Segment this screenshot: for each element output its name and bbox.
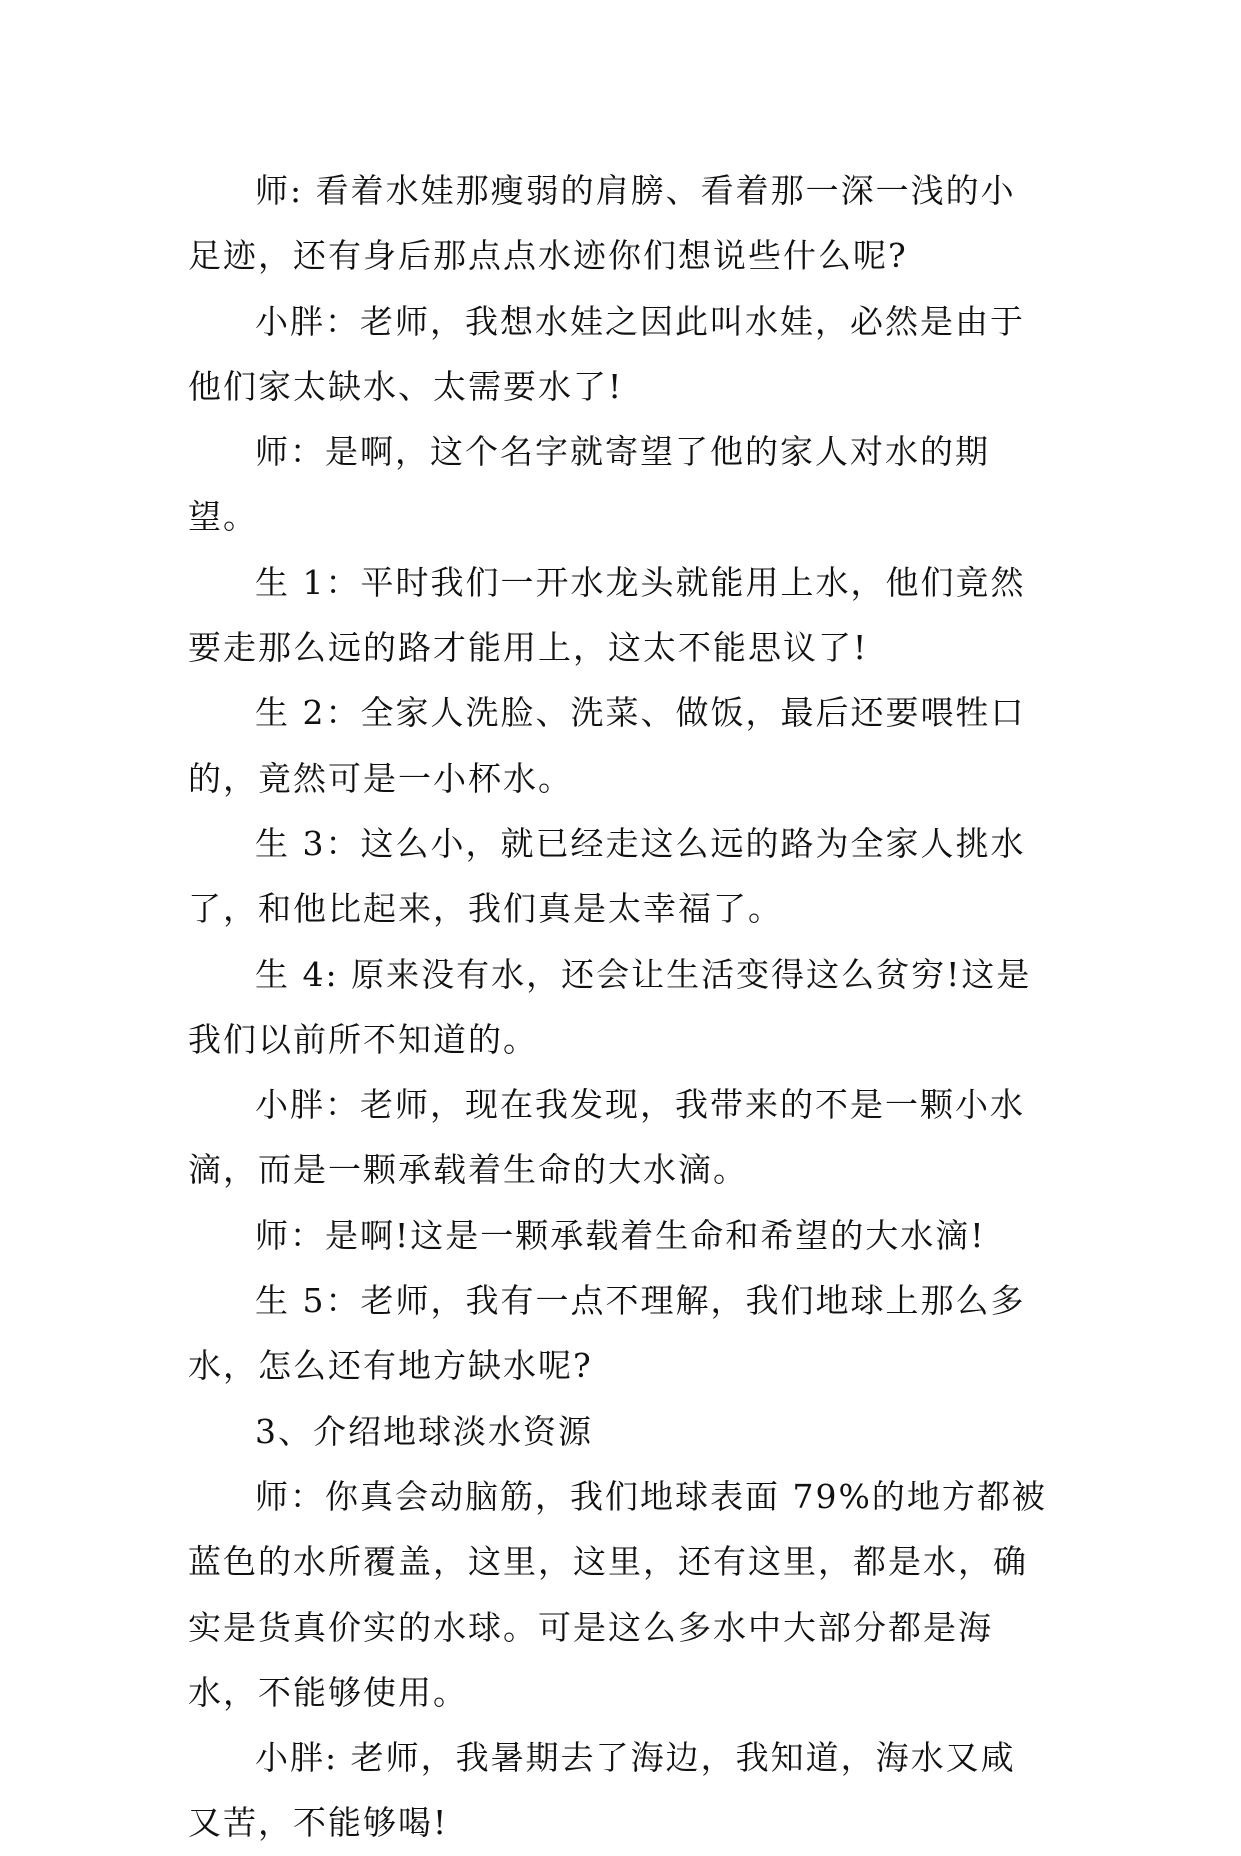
paragraph-xiaopang-3: 小胖: 老师，我暑期去了海边，我知道，海水又咸又苦，不能够喝! bbox=[188, 1738, 1016, 1843]
paragraph-student-5: 生 5：老师，我有一点不理解，我们地球上那么多水，怎么还有地方缺水呢? bbox=[188, 1281, 1026, 1386]
paragraph-teacher-1: 师: 看着水娃那瘦弱的肩膀、看着那一深一浅的小足迹，还有身后那点点水迹你们想说些什么呢? bbox=[188, 171, 1016, 276]
paragraph-student-4: 生 4: 原来没有水，还会让生活变得这么贫穷!这是我们以前所不知道的。 bbox=[188, 954, 1032, 1059]
paragraph-teacher-4: 师：你真会动脑筋，我们地球表面 79%的地方都被蓝色的水所覆盖，这里，这里，还有这里，都是水，确实是货真价实的水球。可是这么多水中大部分都是海水，不能够使用。 bbox=[188, 1476, 1047, 1712]
paragraph-student-1: 生 1：平时我们一开水龙头就能用上水，他们竟然要走那么远的路才能用上，这太不能思议了! bbox=[188, 562, 1026, 668]
paragraph-teacher-3: 师：是啊!这是一颗承载着生命和希望的大水滴! bbox=[255, 1215, 986, 1255]
document-body bbox=[188, 158, 1050, 1856]
paragraph-xiaopang-2: 小胖：老师，现在我发现，我带来的不是一颗小水滴，而是一颗承载着生命的大水滴。 bbox=[188, 1085, 1025, 1190]
section-heading: 3、介绍地球淡水资源 bbox=[255, 1411, 593, 1451]
paragraph-student-3: 生 3：这么小，就已经走这么远的路为全家人挑水了，和他比起来，我们真是太幸福了。 bbox=[188, 823, 1026, 929]
paragraph-student-2: 生 2：全家人洗脸、洗菜、做饭，最后还要喂牲口的，竟然可是一小杯水。 bbox=[188, 693, 1026, 798]
paragraph-teacher-2: 师：是啊，这个名字就寄望了他的家人对水的期望。 bbox=[188, 432, 990, 537]
paragraph-xiaopang-1: 小胖：老师，我想水娃之因此叫水娃，必然是由于他们家太缺水、太需要水了! bbox=[188, 301, 1025, 406]
